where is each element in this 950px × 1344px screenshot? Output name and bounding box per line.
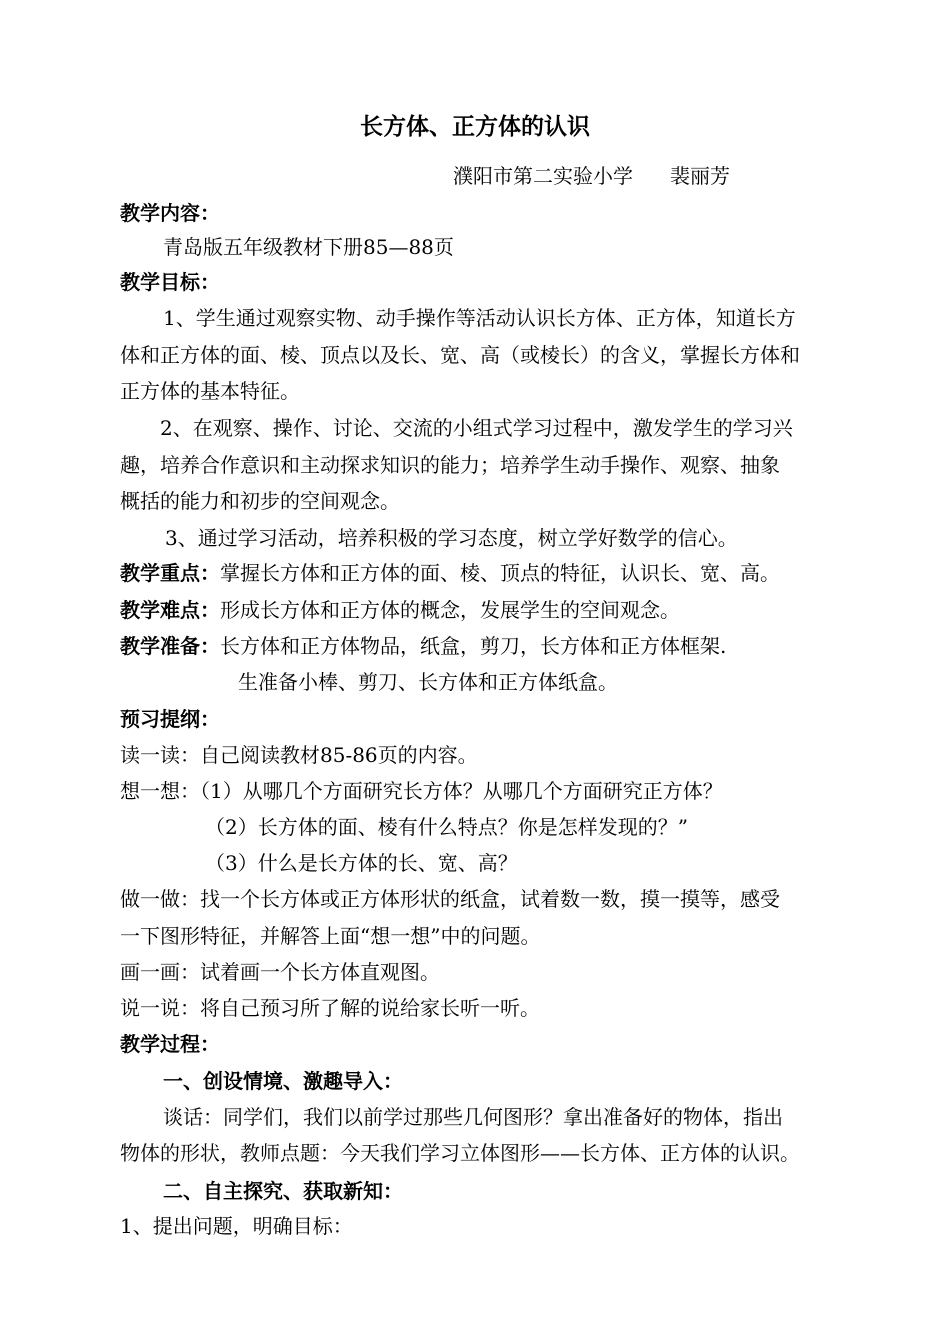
key-points — [120, 563, 780, 583]
step2-heading: 二、自主探究、获取新知： — [163, 1179, 403, 1203]
goal1-line: 体和正方体的面、棱、顶点以及长、宽、高（或棱长）的含义，掌握长方体和 — [120, 343, 800, 367]
prep-text: 长方体和正方体物品，纸盒，剪刀，长方体和正方体框架. — [220, 634, 727, 658]
goal3-line: 3、通过学习活动，培养积极的学习态度，树立学好数学的信心。 — [165, 526, 738, 550]
content-text: 青岛版五年级教材下册85—88页 — [163, 235, 454, 259]
step1-text-line: 物体的形状，教师点题：今天我们学习立体图形——长方体、正方体的认识。 — [120, 1141, 800, 1165]
goal2-line: 2、在观察、操作、讨论、交流的小组式学习过程中，激发学生的学习兴 — [160, 416, 793, 440]
key-label: 教学重点： — [120, 561, 220, 585]
prep-text-2: 生准备小棒、剪刀、长方体和正方体纸盒。 — [238, 670, 618, 694]
step1-heading: 一、创设情境、激趣导入： — [163, 1069, 403, 1093]
outline-do-1: 做一做：找一个长方体或正方体形状的纸盒，试着数一数，摸一摸等，感受 — [120, 887, 780, 911]
document-title: 长方体、正方体的认识 — [360, 113, 590, 140]
prep-label: 教学准备： — [120, 634, 220, 658]
outline-do-2: 一下图形特征，并解答上面“想一想”中的问题。 — [120, 924, 541, 948]
outline-think-1: 想一想：（1）从哪几个方面研究长方体？从哪几个方面研究正方体？ — [120, 779, 723, 803]
difficult-label: 教学难点： — [120, 598, 220, 622]
content-heading: 教学内容： — [120, 201, 220, 225]
step1-text-line: 谈话：同学们，我们以前学过那些几何图形？拿出准备好的物体，指出 — [163, 1105, 783, 1129]
outline-draw: 画一画：试着画一个长方体直观图。 — [120, 960, 440, 984]
author-name: 裴丽芳 — [670, 164, 730, 188]
author-school: 濮阳市第二实验小学 — [453, 164, 633, 188]
goal2-line: 趣，培养合作意识和主动探求知识的能力；培养学生动手操作、观察、抽象 — [120, 453, 780, 477]
difficult-points — [120, 600, 680, 620]
step2-item-1: 1、提出问题，明确目标： — [120, 1214, 353, 1238]
goals-heading: 教学目标： — [120, 270, 220, 294]
outline-heading: 预习提纲： — [120, 707, 220, 731]
preparation — [120, 636, 726, 656]
process-heading: 教学过程： — [120, 1032, 220, 1056]
goal2-line: 概括的能力和初步的空间观念。 — [120, 489, 400, 513]
difficult-text: 形成长方体和正方体的概念，发展学生的空间观念。 — [220, 598, 680, 622]
outline-think-2: （2）长方体的面、棱有什么特点？你是怎样发现的？” — [205, 815, 688, 839]
outline-think-3: （3）什么是长方体的长、宽、高？ — [205, 851, 518, 875]
goal1-line: 1、学生通过观察实物、动手操作等活动认识长方体、正方体，知道长方 — [163, 306, 796, 330]
outline-say: 说一说：将自己预习所了解的说给家长听一听。 — [120, 996, 540, 1020]
outline-read: 读一读：自己阅读教材85-86页的内容。 — [120, 743, 478, 767]
goal1-line: 正方体的基本特征。 — [120, 379, 300, 403]
key-text: 掌握长方体和正方体的面、棱、顶点的特征，认识长、宽、高。 — [220, 561, 780, 585]
